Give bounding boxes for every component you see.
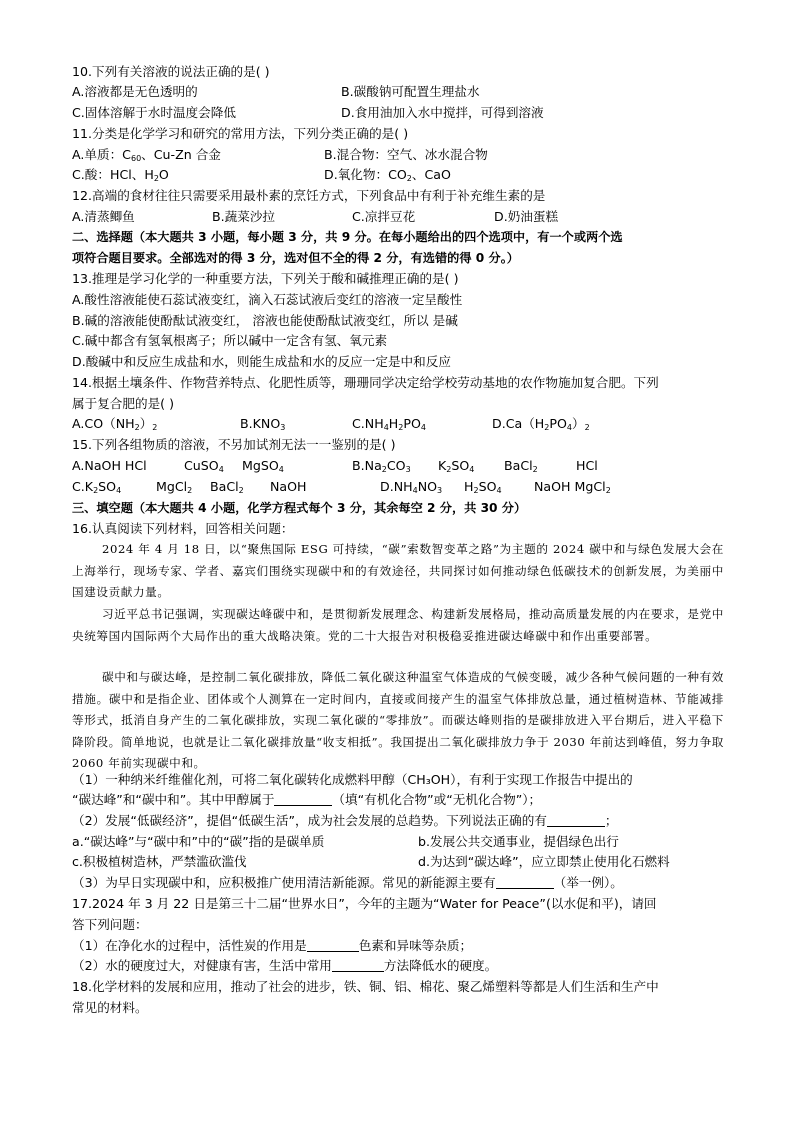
q16-sub2: （2）发展“低碳经济”，提倡“低碳生活”，成为社会发展的总趋势。下列说法正确的有 ； (72, 813, 618, 828)
q12-option-d: D.奶油蛋糕 (494, 209, 559, 224)
q10-option-a: A.溶液都是无色透明的 (72, 84, 198, 99)
q15-option-c-2: MgCl$_2$ (156, 479, 193, 495)
q12-option-b: B.蔬菜沙拉 (212, 209, 276, 224)
q15-option-b-2: $K_2SO_4$ (438, 458, 475, 474)
q15-stem: 15.下列各组物质的溶液，不另加试剂无法一一鉴别的是( ) (72, 437, 396, 452)
q16-passage-p1: 2024 年 4 月 18 日，以“聚焦国际 ESG 可持续，“碳”索数智变革之路”为主题的 2024 碳中和与绿色发展大会在上海举行，现场专家、学者、嘉宾们围绕实现碳中和的有效途径，共同探讨如何推动绿色低碳技术的创新发展，为美丽中国建设贡献力量。 (72, 542, 724, 600)
q14-option-c: $C.NH_4H_2PO_4$ (352, 416, 426, 432)
answer-blank[interactable] (274, 793, 332, 806)
q11-option-b: B.混合物：空气、冰水混合物 (324, 147, 488, 162)
q10-stem: 10.下列有关溶液的说法正确的是( ) (72, 64, 270, 79)
q11-stem: 11.分类是化学学习和研究的常用方法，下列分类正确的是( ) (72, 126, 409, 141)
q12-option-a: A.清蒸鲫鱼 (72, 209, 135, 224)
q15-option-b-4: HCl (576, 458, 598, 473)
q13-option-a: A.酸性溶液能使石蕊试液变红，滴入石蕊试液后变红的溶液一定呈酸性 (72, 292, 463, 307)
answer-blank[interactable] (332, 959, 384, 972)
q17-stem-line1: 17.2024 年 3 月 22 日是第三十二届“世界水日”，今年的主题为“Water for Peace”(以水促和平)，请回 (72, 896, 657, 911)
q18-line2: 常见的材料。 (72, 1000, 148, 1015)
q10-option-d: D.食用油加入水中搅拌，可得到溶液 (341, 105, 544, 120)
q15-option-d-3: NaOH MgCl$_2$ (534, 479, 611, 495)
q15-option-a-3: MgSO$_4$ (242, 458, 284, 474)
q12-option-c: C.凉拌豆花 (352, 209, 416, 224)
q15-option-b-3: BaCl$_2$ (504, 458, 538, 474)
q15-option-d-2: $H_2SO_4$ (464, 479, 502, 495)
section2-heading-line1: 二、选择题（本大题共 3 小题，每小题 3 分，共 9 分。在每小题给出的四个选项中，有一个或两个选 (72, 230, 623, 244)
q16-sub1-line1: （1）一种纳米纤维催化剂，可将二氧化碳转化成燃料甲醇（CH₃OH），有利于实现工作报告中提出的 (72, 772, 633, 787)
q15-option-b-1: $B.Na_2CO_3$ (352, 458, 411, 474)
q15-option-a-1: A.NaOH HCl (72, 458, 147, 473)
q15-option-d-1: $D.NH_4NO_3$ (380, 479, 443, 495)
q10-option-b: B.碳酸钠可配置生理盐水 (341, 84, 480, 99)
q18-line1: 18.化学材料的发展和应用，推动了社会的进步，铁、铜、铝、棉花、聚乙烯塑料等都是人们生活和生产中 (72, 979, 659, 994)
q14-stem-line2: 属于复合肥的是( ) (72, 396, 174, 411)
q16-option-b: b.发展公共交通事业，提倡绿色出行 (418, 834, 619, 849)
section3-heading: 三、填空题（本大题共 4 小题，化学方程式每个 3 分，其余每空 2 分，共 30 分） (72, 501, 527, 515)
q17-stem-line2: 答下列问题： (72, 917, 148, 932)
answer-blank[interactable] (307, 939, 359, 952)
section2-heading-line2: 项符合题目要求。全部选对的得 3 分，选对但不全的得 2 分，有选错的得 0 分。） (72, 251, 519, 265)
q13-option-d: D.酸碱中和反应生成盐和水，则能生成盐和水的反应一定是中和反应 (72, 354, 451, 369)
q16-option-a: a.“碳达峰”与“碳中和”中的“碳”指的是碳单质 (72, 834, 325, 849)
q16-passage-p3: 碳中和与碳达峰，是控制二氧化碳排放，降低二氧化碳这种温室气体造成的气候变暖，减少各种气候问题的一种有效措施。碳中和是指企业、团体或个人测算在一定时间内，直接或间接产生的温室气体排放总量，通过植树造林、节能减排等形式，抵消自身产生的二氧化碳排放，实现二氧化碳的“零排放”。而碳达峰则指的是碳排放进入平台期后，进入平稳下降阶段。简单地说，也就是让二氧化碳排放量“收支相抵”。我国提出二氧化碳排放力争于 2030 年前达到峰值，努力争取 2060 年前实现碳中和。 (72, 670, 724, 771)
q14-stem-line1: 14.根据土壤条件、作物营养特点、化肥性质等，珊珊同学决定给学校劳动基地的农作物施加复合肥。下列 (72, 375, 659, 390)
q12-stem: 12.高端的食材往往只需要采用最朴素的烹饪方式，下列食品中有利于补充维生素的是 (72, 188, 546, 203)
answer-blank[interactable] (547, 814, 605, 827)
q16-option-d: d.为达到“碳达峰”，应立即禁止使用化石燃料 (418, 854, 670, 869)
q11-option-c: C.酸：HCl、$H_2O$ (72, 167, 169, 183)
q16-option-c: c.积极植树造林，严禁滥砍滥伐 (72, 854, 247, 869)
q15-option-c-3: BaCl$_2$ (210, 479, 244, 495)
q13-option-b: B.碱的溶液能使酚酞试液变红， 溶液也能使酚酞试液变红，所以 是碱 (72, 313, 458, 328)
q14-option-a: $A.CO(NH_2)_2$ (72, 416, 158, 432)
q17-sub1: （1）在净化水的过程中，活性炭的作用是 色素和异味等杂质； (72, 938, 473, 953)
q10-option-c: C.固体溶解于水时温度会降低 (72, 105, 236, 120)
q15-option-c-4: NaOH (270, 479, 307, 494)
q15-option-c-1: $C.K_2SO_4$ (72, 479, 122, 495)
q11-option-a: A.单质：$C_{60}$、Cu-Zn 合金 (72, 147, 221, 163)
q15-option-a-2: CuSO$_4$ (184, 458, 224, 474)
q16-sub3: （3）为早日实现碳中和，应积极推广使用清洁新能源。常见的新能源主要有 （举一例）。 (72, 875, 623, 890)
q11-option-d: D.氧化物：$CO_2$、CaO (324, 167, 451, 183)
q13-stem: 13.推理是学习化学的一种重要方法，下列关于酸和碱推理正确的是( ) (72, 271, 459, 286)
q14-option-b: $B.KNO_3$ (240, 416, 286, 432)
q16-passage-p2: 习近平总书记强调，实现碳达峰碳中和，是贯彻新发展理念、构建新发展格局，推动高质量发展的内在要求，是党中央统筹国内国际两个大局作出的重大战略决策。党的二十大报告对积极稳妥推进碳达峰碳中和作出重要部署。 (72, 607, 724, 643)
q17-sub2: （2）水的硬度过大，对健康有害，生活中常用 方法降低水的硬度。 (72, 958, 498, 973)
q14-option-d: $D.Ca(H_2PO_4)_2$ (492, 416, 590, 432)
q16-sub1-line2: “碳达峰”和“碳中和”。其中甲醇属于 （填“有机化合物”或“无机化合物”）； (72, 792, 542, 807)
answer-blank[interactable] (496, 876, 554, 889)
q13-option-c: C.碱中都含有氢氧根离子；所以碱中一定含有氢、氧元素 (72, 333, 388, 348)
q16-stem: 16.认真阅读下列材料，回答相关问题： (72, 521, 294, 536)
